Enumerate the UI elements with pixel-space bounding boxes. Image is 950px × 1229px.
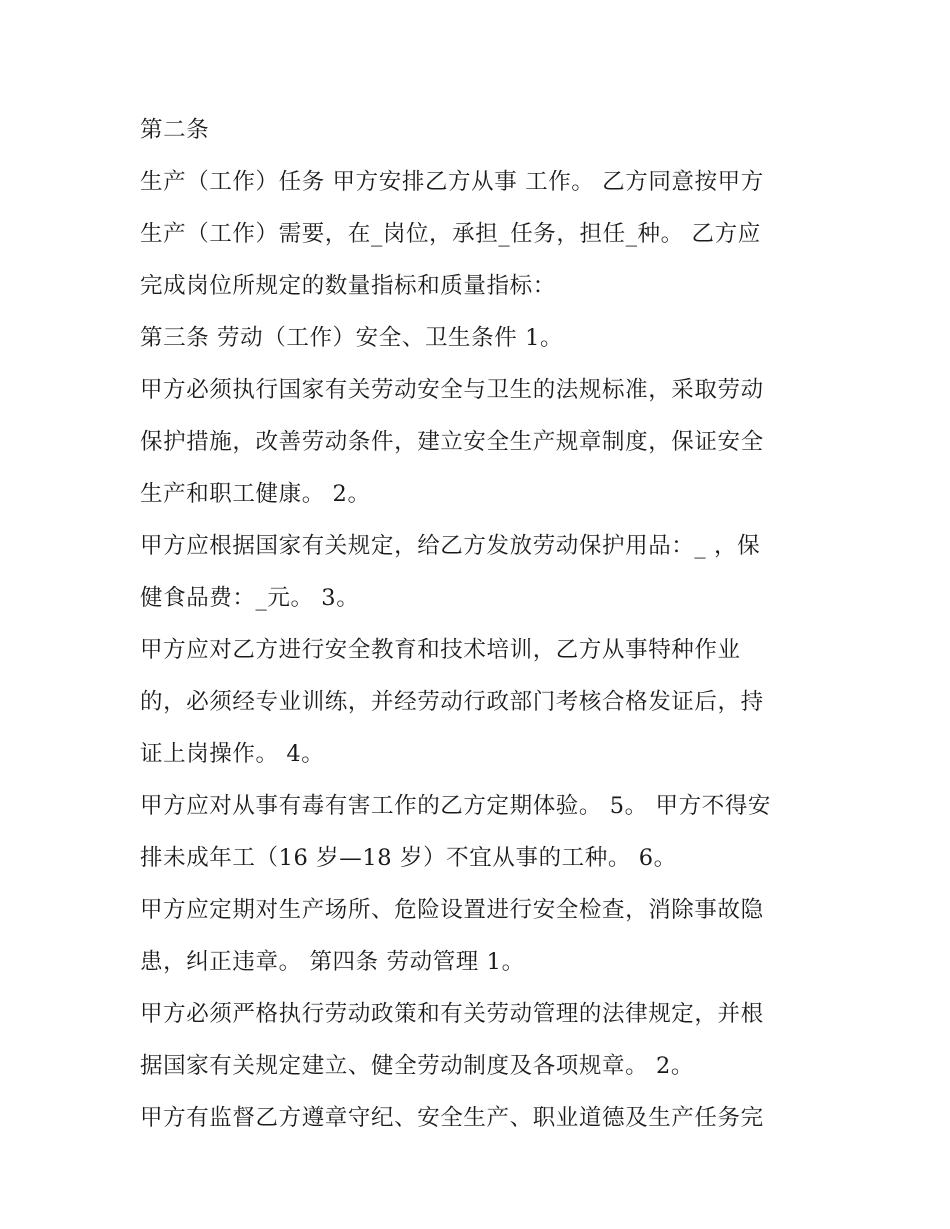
text-line: 生产（工作）需要，在_岗位，承担_任务，担任_种。 乙方应 [140,221,761,247]
text-line: 甲方必须执行国家有关劳动安全与卫生的法规标准，采取劳动 [140,377,764,403]
text-line: 甲方应定期对生产场所、危险设置进行安全检查，消除事故隐 [140,897,764,923]
text-line: 甲方有监督乙方遵章守纪、安全生产、职业道德及生产任务完 [140,1105,764,1131]
article-2-heading: 第二条 [140,117,210,143]
text-line: 甲方应根据国家有关规定，给乙方发放劳动保护用品：_ ，保 [140,533,761,559]
text-line: 完成岗位所规定的数量指标和质量指标： [140,273,556,299]
text-line: 健食品费：_元。 3。 [140,585,360,611]
article-3-heading: 第三条 劳动（工作）安全、卫生条件 1。 [140,325,564,351]
text-line: 排未成年工（16 岁—18 岁）不宜从事的工种。 6。 [140,845,677,871]
text-line: 甲方应对乙方进行安全教育和技术培训，乙方从事特种作业 [140,637,741,663]
text-line: 甲方必须严格执行劳动政策和有关劳动管理的法律规定，并根 [140,1001,764,1027]
text-line: 生产（工作）任务 甲方安排乙方从事 工作。 乙方同意按甲方 [140,169,764,195]
article-4-heading-line: 患，纠正违章。 第四条 劳动管理 1。 [140,949,525,975]
text-line: 的，必须经专业训练，并经劳动行政部门考核合格发证后，持 [140,689,764,715]
text-line: 甲方应对从事有毒有害工作的乙方定期体验。 5。 甲方不得安 [140,793,772,819]
text-line: 生产和职工健康。 2。 [140,481,371,507]
text-line: 据国家有关规定建立、健全劳动制度及各项规章。 2。 [140,1053,694,1079]
text-line: 证上岗操作。 4。 [140,741,325,767]
text-line: 保护措施，改善劳动条件，建立安全生产规章制度，保证安全 [140,429,764,455]
